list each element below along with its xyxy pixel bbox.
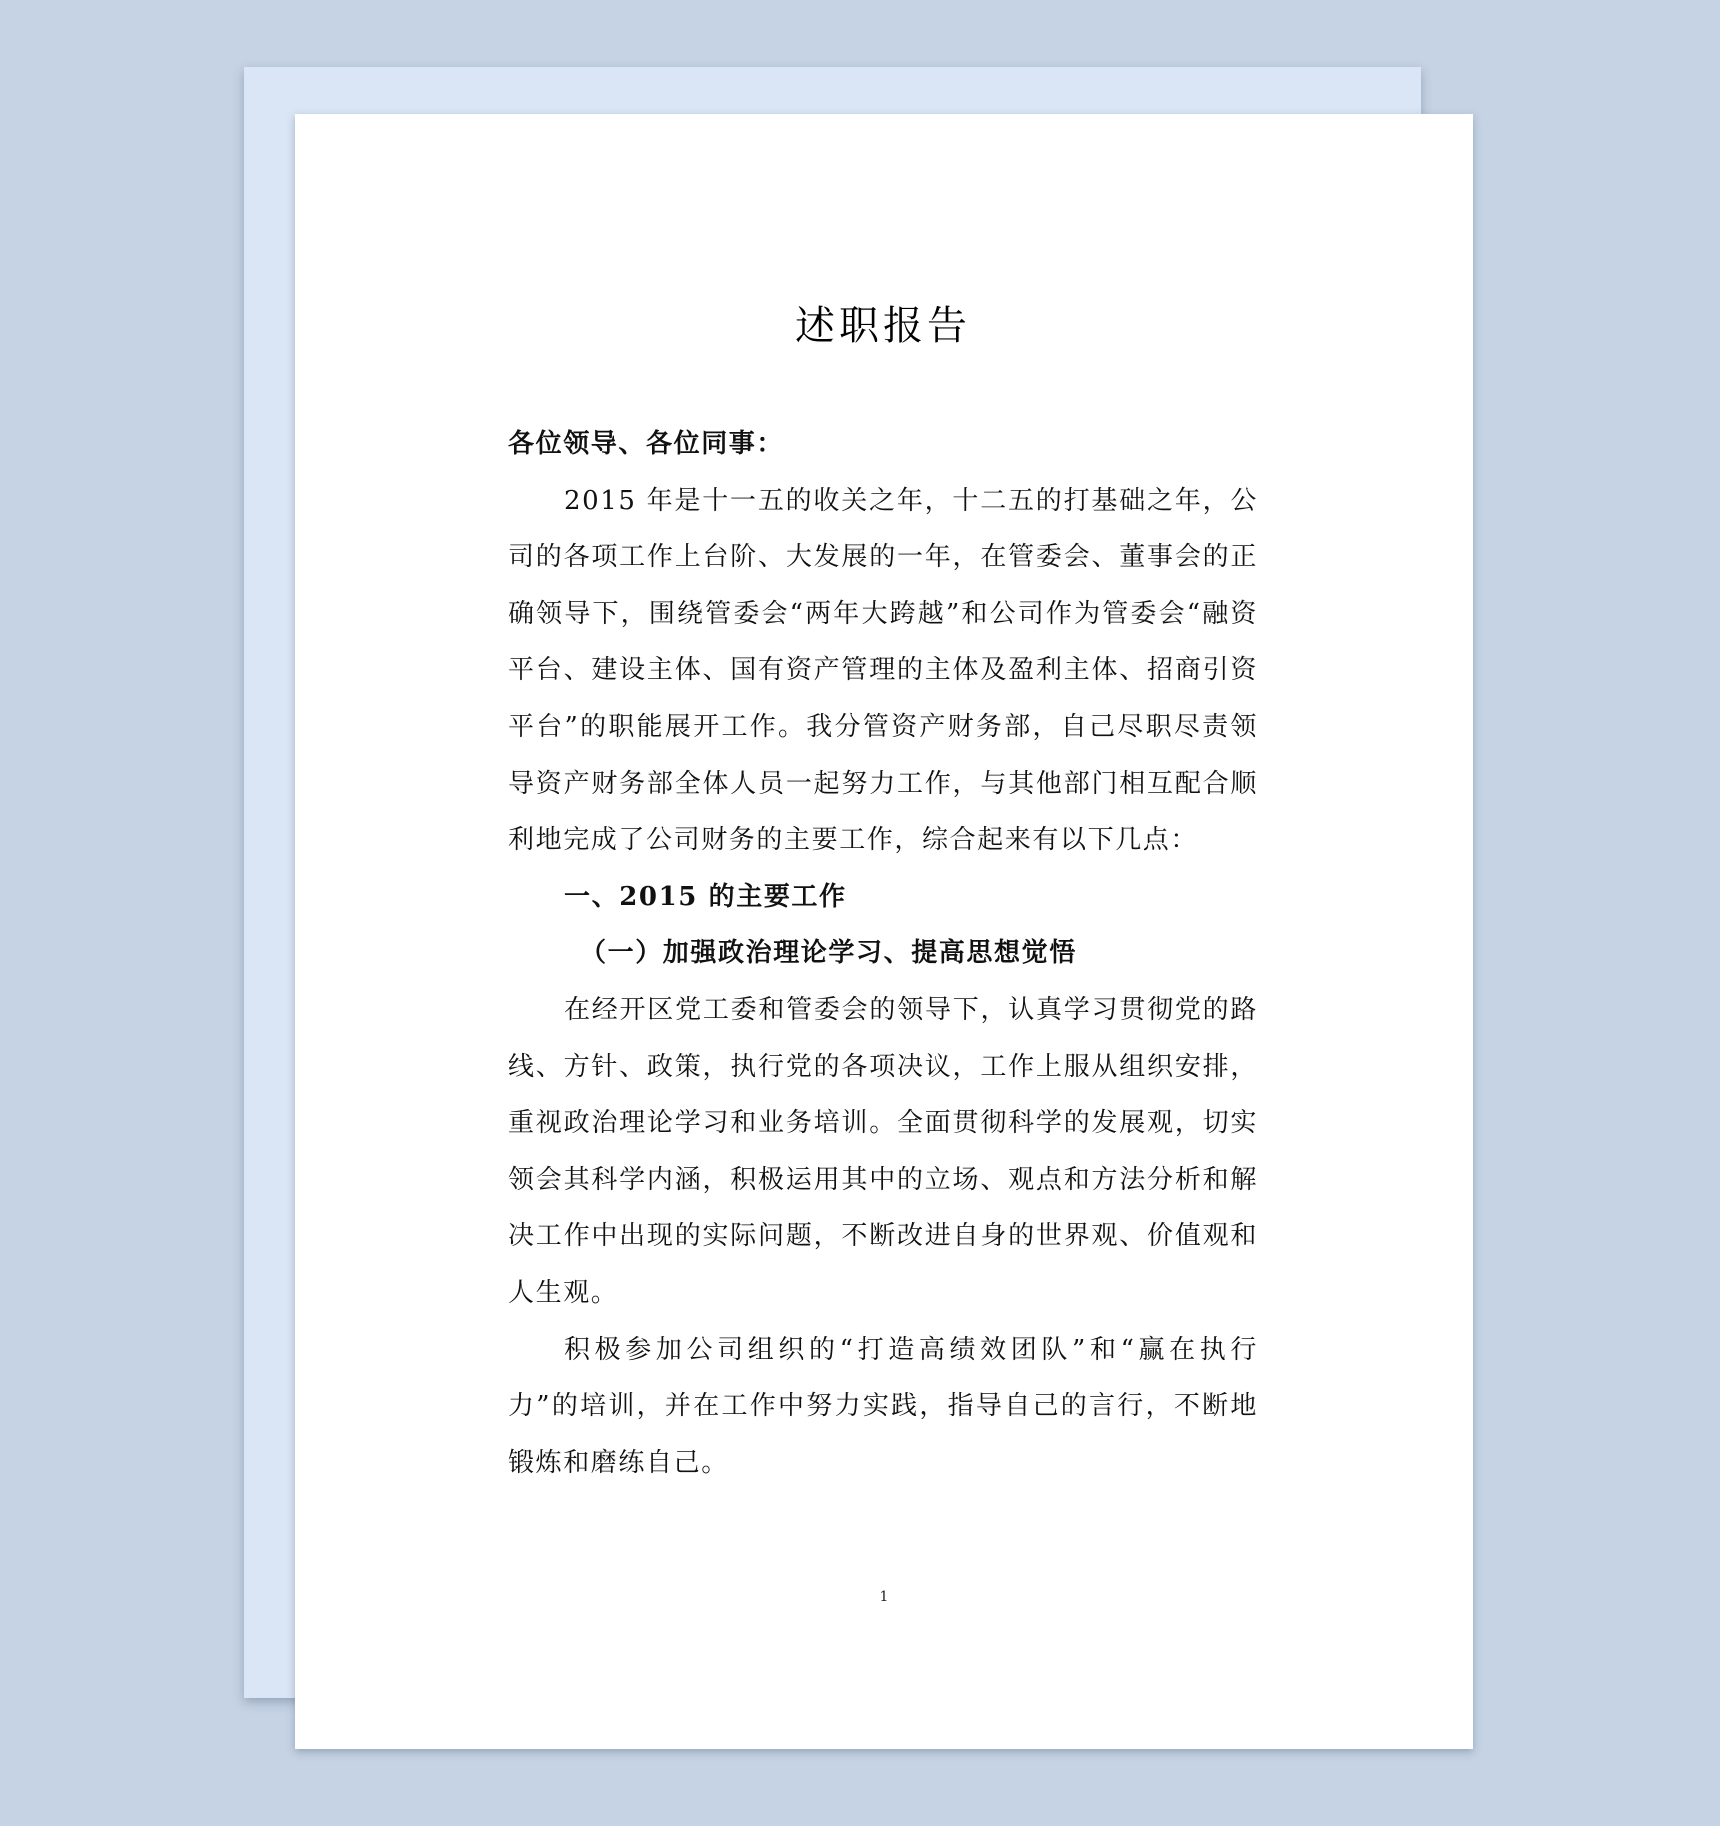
section-paragraph-2: 积极参加公司组织的“打造高绩效团队”和“赢在执行力”的培训，并在工作中努力实践，指导自己的言行，不断地锻炼和磨练自己。: [508, 1334, 1258, 1478]
intro-paragraph: 2015 年是十一五的收关之年，十二五的打基础之年，公司的各项工作上台阶、大发展的一年，在管委会、董事会的正确领导下，围绕管委会“两年大跨越”和公司作为管委会“融资平台、建设主体、国有资产管理的主体及盈利主体、招商引资平台”的职能展开工作。我分管资产财务部，自己尽职尽责领导资产财务部全体人员一起努力工作，与其他部门相互配合顺利地完成了公司财务的主要工作，综合起来有以下几点：: [508, 485, 1258, 856]
salutation: 各位领导、各位同事：: [508, 429, 785, 459]
document-title: 述职报告: [795, 303, 971, 349]
page-number: 1: [879, 1589, 889, 1605]
document-body: [508, 416, 1258, 1491]
section-paragraph-1: 在经开区党工委和管委会的领导下，认真学习贯彻党的路线、方针、政策，执行党的各项决议，工作上服从组织安排，重视政治理论学习和业务培训。全面贯彻科学的发展观，切实领会其科学内涵，积极运用其中的立场、观点和方法分析和解决工作中出现的实际问题，不断改进自身的世界观、价值观和人生观。: [508, 994, 1258, 1308]
document-page: [295, 114, 1473, 1749]
section-heading: 一、2015 的主要工作: [564, 881, 847, 912]
subsection-heading: （一）加强政治理论学习、提高思想觉悟: [580, 938, 1077, 969]
